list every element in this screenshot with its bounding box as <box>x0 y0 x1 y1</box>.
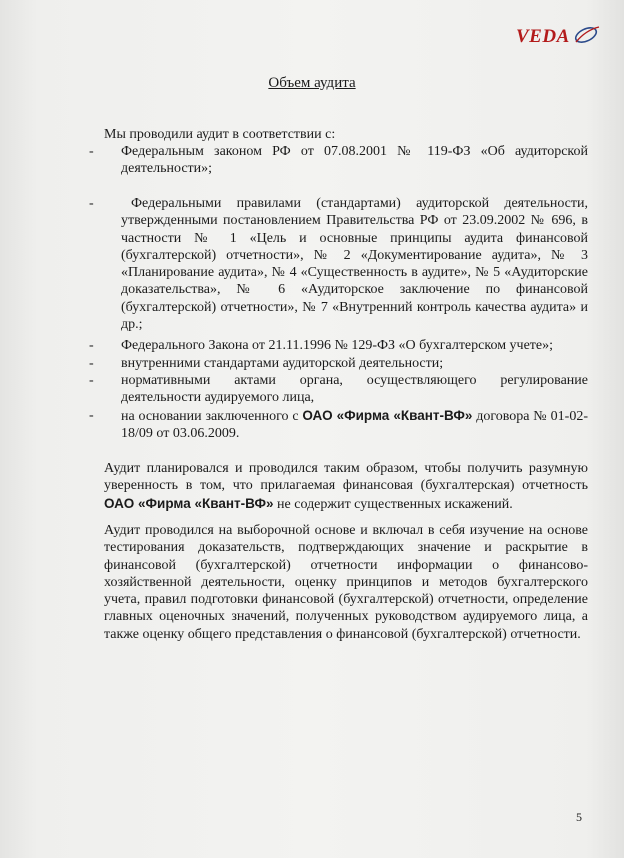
page-number: 5 <box>576 810 582 824</box>
list-item-federal-law-129: Федерального Закона от 21.11.1996 № 129-ФЗ «О бухгалтерском учете»; <box>121 338 554 353</box>
intro-text: Мы проводили аудит в соответствии с: <box>104 127 336 142</box>
list-item-dash: - <box>89 356 94 371</box>
logo-swoosh-icon <box>572 22 602 48</box>
list-item-dash: - <box>89 338 94 353</box>
list-item-federal-standards: Федеральными правилами (стандартами) аудиторской деятельности, утвержденными постановлением Правительства РФ от 23.09.2002 № 696, в частности № 1 «Цель и основные принципы аудита финансовой (бухгалтерской) отчетности», № 2 «Документирование аудита», № 3 «Планирование аудита», № 4 «Существенность в аудите», № 5 «Аудиторские доказательства», № 6 «Аудиторское заключение по финансовой (бухгалтерской) отчетности», № 7 «Внутренний контроль качества аудита» и др.; <box>121 196 588 333</box>
list-item-dash: - <box>89 373 94 388</box>
company-name: ОАО «Фирма «Квант-ВФ» <box>302 408 473 423</box>
company-name: ОАО «Фирма «Квант-ВФ» <box>104 495 274 511</box>
list-item-dash: - <box>89 196 94 211</box>
list-item-dash: - <box>89 144 94 159</box>
page-title: Объем аудита <box>268 75 356 91</box>
contract-text-pre: на основании заключенного с <box>121 409 303 424</box>
list-item-internal-standards: внутренними стандартами аудиторской деятельности; <box>121 356 444 371</box>
list-item-federal-law-119: Федеральным законом РФ от 07.08.2001 № 119-ФЗ «Об аудиторской деятельности»; <box>121 144 588 177</box>
list-item-regulatory-acts: нормативными актами органа, осуществляющего регулирование деятельности аудируемого лица, <box>121 373 588 406</box>
company-logo: VEDA <box>516 26 570 47</box>
planning-text-post: не содержит существенных искажений. <box>273 496 513 512</box>
list-item-contract <box>121 407 588 443</box>
paragraph-audit-scope: Аудит проводился на выборочной основе и включал в себя изучение на основе тестирования доказательств, подтверждающих значение и раскрытие в финансовой (бухгалтерской) отчетности информации о финансово-хозяйственной деятельности, оценку принципов и методов бухгалтерского учета, правил подготовки финансовой (бухгалтерской) отчетности, определение главных оценочных значений, полученных руководством аудируемого лица, а также оценку общего представления о финансовой (бухгалтерской) отчетности. <box>104 523 588 642</box>
list-item-dash: - <box>89 408 94 423</box>
paragraph-planning <box>104 460 588 513</box>
contract-text-post: договора № 01-02-18/09 от 03.06.2009. <box>121 409 588 442</box>
planning-text-pre: Аудит планировался и проводился таким образом, чтобы получить разумную уверенность в том, что прилагаемая финансовая (бухгалтерская) отчетность <box>104 461 588 494</box>
